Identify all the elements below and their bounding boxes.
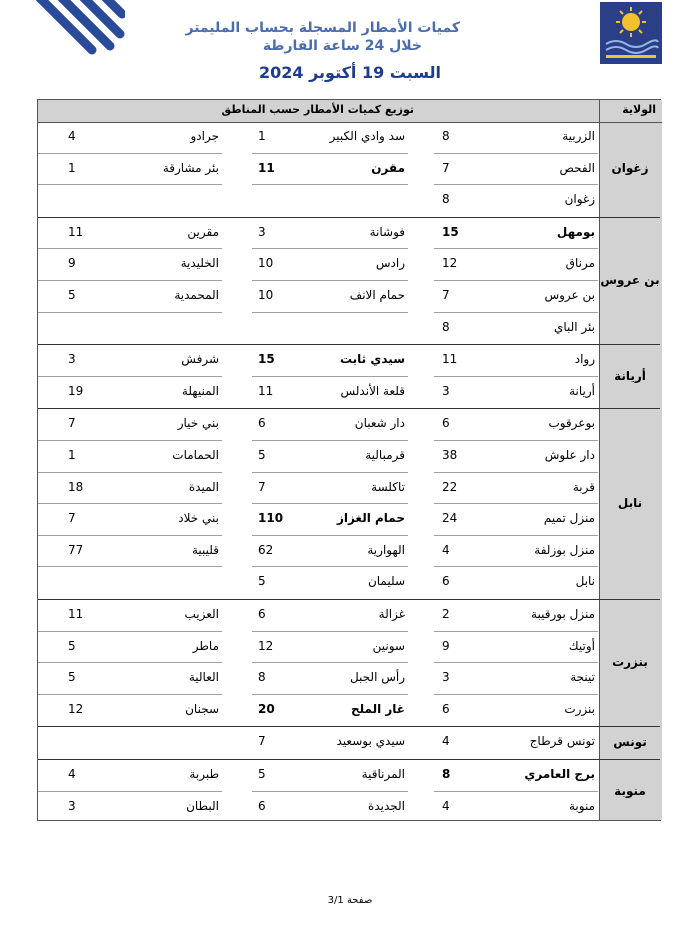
- rainfall-value: 19: [68, 383, 84, 398]
- row-divider: [38, 153, 222, 154]
- row-divider: [38, 694, 222, 695]
- row-divider: [38, 280, 222, 281]
- rainfall-value: 7: [68, 416, 76, 431]
- station-name: مقرين: [187, 224, 219, 239]
- rainfall-value: 6: [442, 574, 450, 589]
- rainfall-value: 1: [68, 160, 76, 175]
- rainfall-value: 22: [442, 479, 458, 494]
- station-name: المرناقية: [361, 767, 405, 781]
- rainfall-value: 18: [68, 479, 84, 494]
- station-name: رواد: [574, 352, 595, 367]
- station-name: منزل بوزلفة: [534, 542, 595, 557]
- rainfall-value: 7: [442, 288, 450, 302]
- rainfall-value: 8: [442, 767, 451, 781]
- station-name: المحمدية: [174, 288, 219, 302]
- station-name: زغوان: [564, 192, 595, 207]
- station-name: جرادو: [190, 129, 219, 143]
- station-name: بوعرقوب: [548, 416, 595, 431]
- report-subtitle: خلال 24 ساعة الفارطة: [262, 38, 422, 54]
- station-name: بئر مشارقة: [162, 160, 219, 175]
- station-name: بني خلاد: [178, 511, 219, 526]
- station-name: مرناق: [565, 256, 595, 271]
- station-name: تونس قرطاج: [529, 734, 595, 749]
- station-name: أريانة: [569, 383, 595, 398]
- rainfall-value: 3: [258, 224, 266, 239]
- row-divider: [252, 440, 408, 441]
- decorative-stripes-logo: [30, 0, 125, 70]
- rainfall-value: 12: [258, 638, 274, 653]
- meteorology-institute-logo: [600, 2, 662, 64]
- row-divider: [252, 280, 408, 281]
- rainfall-value: 5: [258, 767, 266, 781]
- station-name: غار الملح: [351, 701, 405, 716]
- station-name: الخليدية: [180, 256, 219, 271]
- row-divider: [252, 153, 408, 154]
- rainfall-value: 6: [258, 416, 266, 431]
- row-divider: [38, 440, 222, 441]
- governorate-name: بنزرت: [612, 655, 648, 670]
- station-name: سيدي ثابت: [339, 352, 405, 367]
- station-name: شرفش: [181, 352, 219, 367]
- station-name: قلعة الأندلس: [340, 383, 405, 398]
- row-divider: [434, 694, 598, 695]
- rainfall-value: 6: [442, 701, 450, 716]
- rainfall-value: 1: [258, 129, 266, 143]
- rainfall-value: 7: [258, 734, 266, 749]
- rainfall-value: 9: [442, 638, 450, 653]
- row-divider: [38, 535, 222, 536]
- row-divider: [434, 535, 598, 536]
- governorate-separator: [38, 408, 660, 409]
- rainfall-value: 3: [442, 383, 450, 398]
- row-divider: [252, 535, 408, 536]
- rainfall-value: 6: [258, 607, 266, 621]
- station-name: تينجة: [570, 670, 595, 685]
- station-name: الجديدة: [368, 798, 405, 813]
- rainfall-value: 5: [68, 288, 76, 302]
- rainfall-value: 11: [258, 383, 274, 398]
- rainfall-value: 77: [68, 542, 84, 557]
- station-name: البطان: [186, 798, 219, 813]
- row-divider: [252, 184, 408, 185]
- rainfall-value: 8: [442, 192, 450, 207]
- station-name: الفحص: [559, 160, 595, 175]
- rainfall-value: 12: [68, 701, 84, 716]
- station-name: بن عروس: [544, 288, 595, 302]
- rainfall-value: 3: [442, 670, 450, 685]
- station-name: منوبة: [568, 798, 595, 813]
- governorate-separator: [38, 599, 660, 600]
- row-divider: [434, 280, 598, 281]
- station-name: أوتيك: [568, 638, 595, 653]
- rainfall-value: 5: [68, 670, 76, 685]
- row-divider: [434, 153, 598, 154]
- governorate-name: تونس: [613, 735, 647, 750]
- governorate-separator: [38, 344, 660, 345]
- rainfall-value: 110: [258, 511, 284, 526]
- station-name: قرمبالية: [365, 448, 405, 462]
- station-name: مقرن: [371, 160, 405, 175]
- row-divider: [252, 662, 408, 663]
- governorate-header-label: الولاية: [622, 103, 656, 116]
- station-name: العالية: [188, 670, 219, 685]
- row-divider: [434, 662, 598, 663]
- row-divider: [434, 631, 598, 632]
- rainfall-value: 15: [258, 352, 275, 367]
- station-name: الهوارية: [367, 542, 405, 557]
- rainfall-value: 6: [258, 798, 266, 813]
- governorate-name: زغوان: [611, 161, 649, 176]
- governorate-separator: [38, 217, 660, 218]
- rainfall-value: 8: [442, 319, 450, 334]
- rainfall-value: 11: [442, 352, 458, 367]
- row-divider: [38, 312, 222, 313]
- station-name: دار علوش: [544, 448, 595, 462]
- station-name: سونين: [372, 638, 405, 653]
- station-name: سليمان: [367, 574, 405, 589]
- row-divider: [434, 791, 598, 792]
- station-name: سيدي بوسعيد: [336, 734, 405, 749]
- row-divider: [252, 503, 408, 504]
- row-divider: [252, 312, 408, 313]
- governorate-header: [600, 100, 662, 123]
- row-divider: [434, 566, 598, 567]
- row-divider: [38, 376, 222, 377]
- row-divider: [252, 631, 408, 632]
- rainfall-value: 2: [442, 607, 450, 621]
- rainfall-value: 4: [68, 129, 76, 143]
- row-divider: [252, 472, 408, 473]
- rainfall-value: 20: [258, 701, 275, 716]
- row-divider: [434, 184, 598, 185]
- station-name: سجنان: [185, 701, 219, 716]
- station-name: رادس: [375, 256, 405, 271]
- rainfall-value: 4: [442, 798, 450, 813]
- station-name: برج العامري: [524, 767, 595, 781]
- row-divider: [38, 631, 222, 632]
- station-name: غزالة: [378, 607, 405, 621]
- station-name: بني خيار: [177, 416, 219, 431]
- row-divider: [38, 791, 222, 792]
- rainfall-value: 11: [68, 224, 84, 239]
- station-name: الزربية: [562, 129, 595, 143]
- page-number: صفحة 3/1: [327, 895, 373, 906]
- governorate-name: نابل: [617, 496, 643, 511]
- distribution-header: [38, 100, 599, 123]
- station-name: رأس الجبل: [349, 670, 405, 685]
- station-name: قليبية: [191, 542, 219, 557]
- station-name: حمام الانف: [349, 288, 405, 302]
- station-name: تاكلسة: [371, 479, 405, 494]
- rainfall-table: [37, 99, 661, 821]
- rainfall-value: 4: [68, 767, 76, 781]
- row-divider: [434, 248, 598, 249]
- rainfall-value: 3: [68, 798, 76, 813]
- distribution-header-label: توزيع كميات الأمطار حسب المناطق: [221, 103, 414, 116]
- rainfall-value: 7: [258, 479, 266, 494]
- rainfall-value: 62: [258, 542, 274, 557]
- governorate-name: أريانة: [614, 368, 646, 383]
- rainfall-value: 10: [258, 256, 274, 271]
- station-name: قربة: [572, 479, 595, 494]
- rainfall-value: 4: [442, 734, 450, 749]
- rainfall-value: 4: [442, 542, 450, 557]
- rainfall-value: 5: [258, 448, 266, 462]
- station-name: دار شعبان: [354, 416, 405, 431]
- station-name: منزل بورقيبة: [531, 607, 595, 621]
- rainfall-value: 9: [68, 256, 76, 271]
- governorate-separator: [38, 759, 660, 760]
- governorate-name: منوبة: [614, 783, 646, 798]
- station-name: منزل تميم: [543, 511, 595, 526]
- station-name: الميدة: [188, 479, 219, 494]
- station-name: المنيهلة: [181, 383, 219, 398]
- rainfall-value: 6: [442, 416, 450, 431]
- station-name: طبربة: [189, 767, 219, 781]
- row-divider: [252, 694, 408, 695]
- governorate-separator: [38, 726, 660, 727]
- row-divider: [38, 184, 222, 185]
- station-name: فوشانة: [369, 224, 405, 239]
- report-date: السبت 19 أكتوبر 2024: [258, 63, 442, 82]
- station-name: ماطر: [192, 638, 219, 653]
- rainfall-value: 5: [258, 574, 266, 589]
- row-divider: [434, 312, 598, 313]
- rainfall-value: 8: [442, 129, 450, 143]
- station-name: حمام الغزاز: [336, 511, 405, 526]
- row-divider: [252, 248, 408, 249]
- station-name: الحمامات: [172, 448, 219, 462]
- row-divider: [38, 503, 222, 504]
- row-divider: [38, 472, 222, 473]
- governorate-column: [599, 100, 662, 820]
- report-title: كميات الأمطار المسجلة بحساب المليمتر: [185, 20, 460, 36]
- row-divider: [252, 566, 408, 567]
- row-divider: [252, 376, 408, 377]
- rainfall-value: 8: [258, 670, 266, 685]
- station-name: بئر الباي: [553, 319, 595, 334]
- rainfall-value: 1: [68, 448, 76, 462]
- station-name: بنزرت: [564, 701, 595, 716]
- row-divider: [434, 472, 598, 473]
- row-divider: [38, 662, 222, 663]
- rainfall-value: 7: [442, 160, 450, 175]
- rainfall-value: 15: [442, 224, 459, 239]
- rainfall-value: 12: [442, 256, 458, 271]
- rainfall-value: 3: [68, 352, 76, 367]
- governorate-name: بن عروس: [600, 273, 660, 287]
- rainfall-value: 11: [68, 607, 84, 621]
- row-divider: [434, 440, 598, 441]
- rainfall-value: 7: [68, 511, 76, 526]
- station-name: العزيب: [184, 607, 219, 621]
- row-divider: [252, 791, 408, 792]
- rainfall-value: 11: [258, 160, 275, 175]
- rainfall-value: 24: [442, 511, 458, 526]
- rainfall-value: 5: [68, 638, 76, 653]
- station-name: بومهل: [556, 224, 595, 239]
- row-divider: [434, 503, 598, 504]
- row-divider: [38, 566, 222, 567]
- rainfall-value: 38: [442, 448, 458, 462]
- station-name: نابل: [575, 574, 595, 589]
- rainfall-value: 10: [258, 288, 274, 302]
- row-divider: [38, 248, 222, 249]
- station-name: سد وادي الكبير: [329, 129, 405, 143]
- row-divider: [434, 376, 598, 377]
